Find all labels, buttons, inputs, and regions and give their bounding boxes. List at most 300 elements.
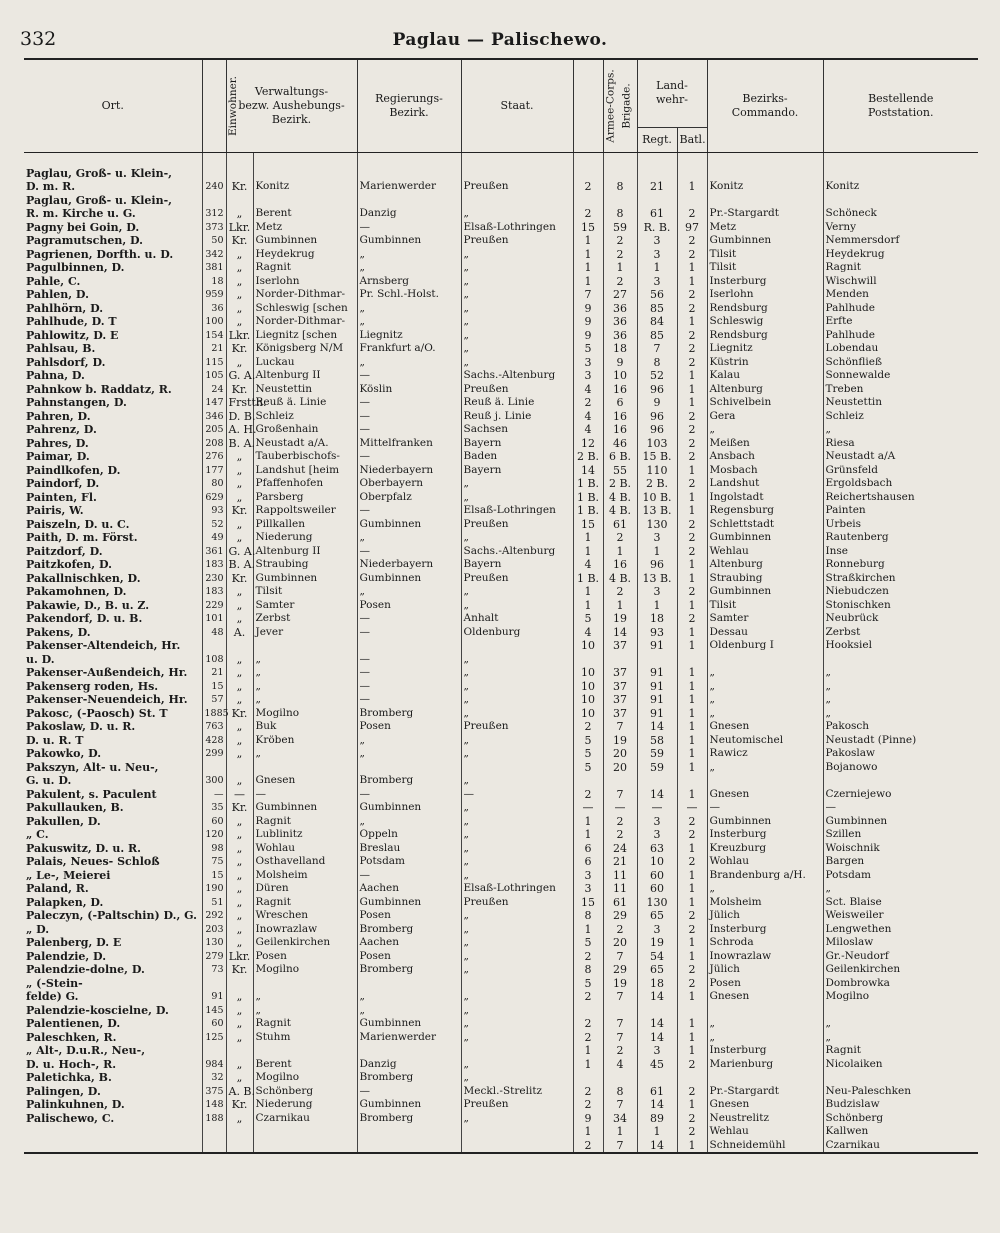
cell-kommando: Rawicz bbox=[707, 747, 823, 761]
cell-poststation: Hooksiel bbox=[823, 639, 978, 653]
cell-armeecorps: 12 bbox=[573, 437, 603, 451]
cell-einwohner bbox=[202, 1139, 226, 1154]
cell-bataillon: 1 bbox=[677, 1044, 707, 1058]
cell-staat: „ bbox=[461, 815, 573, 829]
cell-poststation: „ bbox=[823, 680, 978, 694]
cell-ort: Paglau, Groß- u. Klein-, bbox=[26, 166, 173, 180]
cell-bataillon: 1 bbox=[677, 680, 707, 694]
cell-poststation: Grünsfeld bbox=[823, 464, 978, 478]
cell-poststation: Inse bbox=[823, 545, 978, 559]
cell-armeecorps: 6 bbox=[573, 855, 603, 869]
cell-bataillon: 1 bbox=[677, 788, 707, 802]
cell-bezirk: Norder-Dithmar- bbox=[253, 315, 357, 329]
cell-verwaltungsart: „ bbox=[226, 1071, 253, 1085]
cell-verwaltungsart: „ bbox=[226, 909, 253, 923]
cell-kommando: Brandenburg a/H. bbox=[707, 869, 823, 883]
cell-armeecorps: — bbox=[573, 801, 603, 815]
cell-verwaltungsart: „ bbox=[226, 747, 253, 761]
cell-brigade: 1 bbox=[603, 545, 637, 559]
cell-bezirk bbox=[253, 761, 357, 775]
table-row bbox=[24, 666, 978, 680]
cell-brigade: 7 bbox=[603, 1139, 637, 1154]
cell-kommando: Insterburg bbox=[707, 275, 823, 289]
cell-bezirk: Geilenkirchen bbox=[253, 936, 357, 950]
cell-kommando: Gumbinnen bbox=[707, 234, 823, 248]
table-row bbox=[24, 909, 978, 923]
cell-brigade: 8 bbox=[603, 1085, 637, 1099]
cell-regiment: 14 bbox=[637, 720, 677, 734]
cell-verwaltungsart: A. H. bbox=[226, 423, 253, 437]
cell-einwohner: 428 bbox=[202, 734, 226, 748]
cell-einwohner: 147 bbox=[202, 396, 226, 410]
cell-armeecorps: 9 bbox=[573, 315, 603, 329]
cell-bezirk: „ bbox=[253, 747, 357, 761]
cell-armeecorps: 9 bbox=[573, 1112, 603, 1126]
cell-regiment: 14 bbox=[637, 788, 677, 802]
cell-regierungsbezirk: — bbox=[357, 626, 461, 640]
cell-einwohner: 203 bbox=[202, 923, 226, 937]
cell-verwaltungsart: „ bbox=[226, 585, 253, 599]
cell-kommando bbox=[707, 167, 823, 181]
cell-regiment: 18 bbox=[637, 612, 677, 626]
header-staat: Staat. bbox=[461, 60, 573, 153]
cell-armeecorps: 10 bbox=[573, 693, 603, 707]
cell-regierungsbezirk: „ bbox=[357, 356, 461, 370]
cell-regiment: 61 bbox=[637, 207, 677, 221]
cell-staat: Bayern bbox=[461, 558, 573, 572]
cell-ort: Paland, R. bbox=[26, 882, 89, 895]
cell-ort: Palentienen, D. bbox=[26, 1017, 121, 1030]
cell-kommando: „ bbox=[707, 666, 823, 680]
cell-staat: „ bbox=[461, 261, 573, 275]
cell-bezirk: „ bbox=[253, 680, 357, 694]
cell-einwohner: 188 bbox=[202, 1112, 226, 1126]
cell-poststation: Weisweiler bbox=[823, 909, 978, 923]
cell-staat: „ bbox=[461, 707, 573, 721]
cell-regiment: 85 bbox=[637, 329, 677, 343]
cell-staat: Preußen bbox=[461, 180, 573, 194]
cell-verwaltungsart: „ bbox=[226, 450, 253, 464]
cell-staat: „ bbox=[461, 1017, 573, 1031]
cell-kommando: Insterburg bbox=[707, 1044, 823, 1058]
cell-kommando: Schleswig bbox=[707, 315, 823, 329]
cell-bataillon: 1 bbox=[677, 558, 707, 572]
cell-armeecorps: 3 bbox=[573, 869, 603, 883]
cell-regiment: 45 bbox=[637, 1058, 677, 1072]
cell-regierungsbezirk: Bromberg bbox=[357, 963, 461, 977]
cell-verwaltungsart: „ bbox=[226, 518, 253, 532]
cell-regierungsbezirk bbox=[357, 1044, 461, 1058]
cell-brigade: 16 bbox=[603, 410, 637, 424]
cell-regiment: 14 bbox=[637, 1139, 677, 1154]
cell-ort: Palais, Neues- Schloß bbox=[26, 855, 160, 868]
cell-regiment: 60 bbox=[637, 882, 677, 896]
cell-kommando: Jülich bbox=[707, 909, 823, 923]
cell-einwohner: 381 bbox=[202, 261, 226, 275]
cell-ort: G. u. D. bbox=[26, 774, 72, 787]
cell-poststation: Budzislaw bbox=[823, 1098, 978, 1112]
cell-poststation bbox=[823, 1071, 978, 1085]
cell-kommando: Schroda bbox=[707, 936, 823, 950]
cell-bataillon: 1 bbox=[677, 464, 707, 478]
cell-verwaltungsart: Kr. bbox=[226, 707, 253, 721]
cell-regierungsbezirk bbox=[357, 194, 461, 208]
cell-brigade bbox=[603, 653, 637, 667]
cell-poststation: Schöneck bbox=[823, 207, 978, 221]
cell-brigade: 24 bbox=[603, 842, 637, 856]
table-row bbox=[24, 1098, 978, 1112]
cell-verwaltungsart: Lkr. bbox=[226, 221, 253, 235]
cell-regiment: 1 bbox=[637, 1125, 677, 1139]
cell-regierungsbezirk bbox=[357, 1125, 461, 1139]
cell-einwohner: 230 bbox=[202, 572, 226, 586]
cell-verwaltungsart: D. B. bbox=[226, 410, 253, 424]
cell-ort: Palischewo, C. bbox=[26, 1111, 115, 1125]
cell-regiment: — bbox=[637, 801, 677, 815]
cell-staat: „ bbox=[461, 1031, 573, 1045]
cell-brigade: 7 bbox=[603, 788, 637, 802]
cell-regierungsbezirk: Pr. Schl.-Holst. bbox=[357, 288, 461, 302]
cell-bezirk: Czarnikau bbox=[253, 1112, 357, 1126]
cell-armeecorps: 4 bbox=[573, 558, 603, 572]
cell-brigade: 36 bbox=[603, 302, 637, 316]
cell-brigade: 37 bbox=[603, 693, 637, 707]
cell-bezirk: Pfaffenhofen bbox=[253, 477, 357, 491]
cell-einwohner: 177 bbox=[202, 464, 226, 478]
table-row bbox=[24, 788, 978, 802]
cell-verwaltungsart: B. A. bbox=[226, 558, 253, 572]
cell-bezirk: Schleiz bbox=[253, 410, 357, 424]
cell-regierungsbezirk: Gumbinnen bbox=[357, 1098, 461, 1112]
cell-brigade bbox=[603, 1004, 637, 1018]
cell-poststation: Ergoldsbach bbox=[823, 477, 978, 491]
cell-bezirk: Parsberg bbox=[253, 491, 357, 505]
cell-brigade: 2 bbox=[603, 275, 637, 289]
cell-armeecorps: 7 bbox=[573, 288, 603, 302]
cell-einwohner: 629 bbox=[202, 491, 226, 505]
cell-bezirk: Landshut [heim bbox=[253, 464, 357, 478]
cell-poststation bbox=[823, 167, 978, 181]
cell-bataillon: 2 bbox=[677, 477, 707, 491]
cell-regierungsbezirk: „ bbox=[357, 747, 461, 761]
cell-regierungsbezirk: Gumbinnen bbox=[357, 572, 461, 586]
cell-brigade: 8 bbox=[603, 180, 637, 194]
cell-staat: „ bbox=[461, 842, 573, 856]
cell-armeecorps: 4 bbox=[573, 423, 603, 437]
cell-poststation: Miloslaw bbox=[823, 936, 978, 950]
cell-bataillon: 1 bbox=[677, 882, 707, 896]
cell-bataillon: 1 bbox=[677, 1139, 707, 1154]
cell-staat bbox=[461, 1044, 573, 1058]
cell-poststation: Neu-Paleschken bbox=[823, 1085, 978, 1099]
cell-armeecorps bbox=[573, 194, 603, 208]
cell-kommando: Wohlau bbox=[707, 855, 823, 869]
cell-einwohner: 373 bbox=[202, 221, 226, 235]
cell-staat bbox=[461, 1125, 573, 1139]
cell-verwaltungsart: Kr. bbox=[226, 234, 253, 248]
cell-bezirk: Liegnitz [schen bbox=[253, 329, 357, 343]
cell-verwaltungsart bbox=[226, 167, 253, 181]
cell-armeecorps bbox=[573, 1071, 603, 1085]
cell-verwaltungsart: Kr. bbox=[226, 801, 253, 815]
cell-verwaltungsart bbox=[226, 1044, 253, 1058]
cell-brigade: 37 bbox=[603, 639, 637, 653]
cell-brigade: 21 bbox=[603, 855, 637, 869]
cell-regierungsbezirk: „ bbox=[357, 734, 461, 748]
cell-einwohner: 101 bbox=[202, 612, 226, 626]
cell-bezirk: Neustettin bbox=[253, 383, 357, 397]
cell-poststation: Neustettin bbox=[823, 396, 978, 410]
cell-bezirk: Kröben bbox=[253, 734, 357, 748]
cell-regierungsbezirk: „ bbox=[357, 990, 461, 1004]
cell-bataillon: 2 bbox=[677, 923, 707, 937]
cell-poststation: Kallwen bbox=[823, 1125, 978, 1139]
cell-regierungsbezirk: Potsdam bbox=[357, 855, 461, 869]
cell-verwaltungsart: „ bbox=[226, 936, 253, 950]
cell-brigade bbox=[603, 1071, 637, 1085]
cell-regierungsbezirk: Niederbayern bbox=[357, 464, 461, 478]
cell-ort: Palapken, D. bbox=[26, 895, 104, 909]
cell-poststation: Schönberg bbox=[823, 1112, 978, 1126]
cell-brigade: 19 bbox=[603, 612, 637, 626]
cell-armeecorps: 1 bbox=[573, 531, 603, 545]
cell-staat: Oldenburg bbox=[461, 626, 573, 640]
cell-armeecorps: 10 bbox=[573, 707, 603, 721]
cell-kommando: Wehlau bbox=[707, 1125, 823, 1139]
cell-brigade: 20 bbox=[603, 747, 637, 761]
cell-verwaltungsart: „ bbox=[226, 302, 253, 316]
cell-regierungsbezirk: — bbox=[357, 369, 461, 383]
cell-kommando: Oldenburg I bbox=[707, 639, 823, 653]
header-einwohner: Einwohner. bbox=[202, 60, 226, 153]
cell-staat: „ bbox=[461, 1071, 573, 1085]
cell-regiment: R. B. bbox=[637, 221, 677, 235]
cell-armeecorps: 1 bbox=[573, 923, 603, 937]
cell-ort: Pagrienen, Dorfth. u. D. bbox=[26, 247, 174, 261]
cell-ort: „ Le-, Meierei bbox=[26, 868, 111, 882]
cell-bataillon: 1 bbox=[677, 950, 707, 964]
cell-regierungsbezirk: Posen bbox=[357, 950, 461, 964]
cell-bezirk: Ragnit bbox=[253, 1017, 357, 1031]
cell-regiment: 8 bbox=[637, 356, 677, 370]
cell-regiment: 58 bbox=[637, 734, 677, 748]
table-row bbox=[24, 288, 978, 302]
cell-poststation: Ronneburg bbox=[823, 558, 978, 572]
cell-regierungsbezirk: — bbox=[357, 666, 461, 680]
cell-bezirk bbox=[253, 1139, 357, 1154]
cell-einwohner: 52 bbox=[202, 518, 226, 532]
cell-brigade: 20 bbox=[603, 936, 637, 950]
cell-verwaltungsart: „ bbox=[226, 477, 253, 491]
cell-staat: Preußen bbox=[461, 518, 573, 532]
cell-staat: „ bbox=[461, 869, 573, 883]
cell-poststation bbox=[823, 194, 978, 208]
cell-einwohner: 279 bbox=[202, 950, 226, 964]
cell-einwohner: 91 bbox=[202, 990, 226, 1004]
cell-ort: Pahlhörn, D. bbox=[26, 301, 104, 315]
cell-poststation: Straßkirchen bbox=[823, 572, 978, 586]
cell-armeecorps: 6 bbox=[573, 842, 603, 856]
cell-regierungsbezirk: — bbox=[357, 788, 461, 802]
cell-brigade: 4 B. bbox=[603, 504, 637, 518]
header-ort: Ort. bbox=[24, 60, 202, 153]
cell-kommando: Straubing bbox=[707, 572, 823, 586]
cell-bataillon: 97 bbox=[677, 221, 707, 235]
cell-bataillon: 1 bbox=[677, 1017, 707, 1031]
cell-bataillon: 2 bbox=[677, 234, 707, 248]
table-row bbox=[24, 1125, 978, 1139]
cell-armeecorps: 2 bbox=[573, 788, 603, 802]
cell-regierungsbezirk: „ bbox=[357, 248, 461, 262]
cell-regierungsbezirk bbox=[357, 1139, 461, 1154]
cell-kommando: Meißen bbox=[707, 437, 823, 451]
cell-bataillon: 2 bbox=[677, 356, 707, 370]
cell-brigade: 1 bbox=[603, 1125, 637, 1139]
cell-ort: Pakenserg roden, Hs. bbox=[26, 679, 159, 693]
cell-einwohner: 21 bbox=[202, 342, 226, 356]
cell-ort: D. m. R. bbox=[26, 180, 76, 193]
cell-bataillon: 1 bbox=[677, 720, 707, 734]
table-row bbox=[24, 828, 978, 842]
cell-staat bbox=[461, 977, 573, 991]
cell-bataillon: 2 bbox=[677, 545, 707, 559]
cell-brigade: 37 bbox=[603, 680, 637, 694]
cell-verwaltungsart: „ bbox=[226, 356, 253, 370]
cell-regiment: 85 bbox=[637, 302, 677, 316]
cell-bataillon: 1 bbox=[677, 639, 707, 653]
cell-brigade: 20 bbox=[603, 761, 637, 775]
cell-staat: Baden bbox=[461, 450, 573, 464]
cell-bataillon: 2 bbox=[677, 410, 707, 424]
cell-staat: Sachsen bbox=[461, 423, 573, 437]
cell-armeecorps bbox=[573, 1004, 603, 1018]
cell-bezirk bbox=[253, 167, 357, 181]
cell-bezirk: Ragnit bbox=[253, 261, 357, 275]
cell-bezirk: Norder-Dithmar- bbox=[253, 288, 357, 302]
cell-einwohner: 130 bbox=[202, 936, 226, 950]
cell-regiment: 103 bbox=[637, 437, 677, 451]
table-row bbox=[24, 342, 978, 356]
cell-bataillon: 2 bbox=[677, 612, 707, 626]
cell-bataillon: 1 bbox=[677, 1098, 707, 1112]
cell-armeecorps: 10 bbox=[573, 666, 603, 680]
cell-bezirk bbox=[253, 1044, 357, 1058]
cell-bezirk: Rappoltsweiler bbox=[253, 504, 357, 518]
cell-ort: Pakamohnen, D. bbox=[26, 585, 127, 598]
cell-ort: Palendzie-koscielne, D. bbox=[26, 1003, 169, 1017]
cell-ort: Pahle, C. bbox=[26, 274, 81, 288]
cell-regierungsbezirk: Gumbinnen bbox=[357, 1017, 461, 1031]
table-body bbox=[24, 153, 978, 1154]
cell-regiment: 91 bbox=[637, 639, 677, 653]
cell-regiment bbox=[637, 167, 677, 181]
cell-armeecorps: 3 bbox=[573, 369, 603, 383]
cell-poststation: Gumbinnen bbox=[823, 815, 978, 829]
cell-bezirk bbox=[253, 977, 357, 991]
cell-einwohner bbox=[202, 761, 226, 775]
cell-brigade bbox=[603, 774, 637, 788]
table-row bbox=[24, 396, 978, 410]
table-row bbox=[24, 680, 978, 694]
cell-kommando: Inowrazlaw bbox=[707, 950, 823, 964]
cell-regiment: 59 bbox=[637, 747, 677, 761]
cell-bezirk: Königsberg N/M bbox=[253, 342, 357, 356]
cell-einwohner bbox=[202, 1125, 226, 1139]
cell-einwohner bbox=[202, 194, 226, 208]
page-number: 332 bbox=[20, 28, 57, 50]
cell-verwaltungsart: „ bbox=[226, 464, 253, 478]
cell-kommando: Molsheim bbox=[707, 896, 823, 910]
cell-ort: Pakawie, D., B. u. Z. bbox=[26, 598, 150, 612]
cell-regierungsbezirk: — bbox=[357, 221, 461, 235]
cell-regiment: 96 bbox=[637, 423, 677, 437]
cell-ort: Pakullen, D. bbox=[26, 814, 101, 828]
cell-bataillon: 2 bbox=[677, 1112, 707, 1126]
cell-verwaltungsart: „ bbox=[226, 896, 253, 910]
cell-bataillon: 1 bbox=[677, 180, 707, 194]
cell-poststation: Bojanowo bbox=[823, 761, 978, 775]
cell-regiment: 10 B. bbox=[637, 491, 677, 505]
cell-einwohner: 49 bbox=[202, 531, 226, 545]
cell-staat: „ bbox=[461, 288, 573, 302]
cell-regiment: 96 bbox=[637, 558, 677, 572]
cell-brigade: 29 bbox=[603, 909, 637, 923]
cell-bataillon: 1 bbox=[677, 734, 707, 748]
cell-bataillon: 2 bbox=[677, 288, 707, 302]
cell-bezirk bbox=[253, 194, 357, 208]
cell-kommando bbox=[707, 1071, 823, 1085]
cell-verwaltungsart: „ bbox=[226, 288, 253, 302]
cell-einwohner: 299 bbox=[202, 747, 226, 761]
table-row bbox=[24, 815, 978, 829]
cell-verwaltungsart bbox=[226, 1125, 253, 1139]
cell-poststation: Painten bbox=[823, 504, 978, 518]
cell-einwohner: 346 bbox=[202, 410, 226, 424]
cell-ort: Pahlsau, B. bbox=[26, 342, 96, 355]
cell-kommando: Neutomischel bbox=[707, 734, 823, 748]
cell-regiment: 65 bbox=[637, 909, 677, 923]
cell-regiment: 96 bbox=[637, 383, 677, 397]
cell-regierungsbezirk bbox=[357, 167, 461, 181]
cell-verwaltungsart: „ bbox=[226, 734, 253, 748]
cell-kommando: Schlettstadt bbox=[707, 518, 823, 532]
cell-regierungsbezirk: Marienwerder bbox=[357, 1031, 461, 1045]
cell-einwohner: 183 bbox=[202, 585, 226, 599]
cell-staat: Meckl.-Strelitz bbox=[461, 1085, 573, 1099]
cell-regierungsbezirk: — bbox=[357, 680, 461, 694]
cell-poststation: — bbox=[823, 801, 978, 815]
cell-poststation: Treben bbox=[823, 383, 978, 397]
cell-poststation: Pakosch bbox=[823, 720, 978, 734]
cell-einwohner: 120 bbox=[202, 828, 226, 842]
cell-kommando: „ bbox=[707, 1017, 823, 1031]
cell-bezirk: Ragnit bbox=[253, 896, 357, 910]
cell-ort: „ D. bbox=[26, 922, 50, 936]
cell-regiment bbox=[637, 653, 677, 667]
cell-regiment: 52 bbox=[637, 369, 677, 383]
cell-kommando: Liegnitz bbox=[707, 342, 823, 356]
cell-verwaltungsart: „ bbox=[226, 612, 253, 626]
cell-bataillon: 1 bbox=[677, 990, 707, 1004]
table-row bbox=[24, 1017, 978, 1031]
cell-ort: Pahlsdorf, D. bbox=[26, 355, 106, 369]
cell-armeecorps: 8 bbox=[573, 909, 603, 923]
cell-regierungsbezirk: Marienwerder bbox=[357, 180, 461, 194]
cell-armeecorps: 1 bbox=[573, 599, 603, 613]
cell-bezirk: Altenburg II bbox=[253, 545, 357, 559]
cell-bataillon bbox=[677, 653, 707, 667]
cell-brigade: 2 B. bbox=[603, 477, 637, 491]
